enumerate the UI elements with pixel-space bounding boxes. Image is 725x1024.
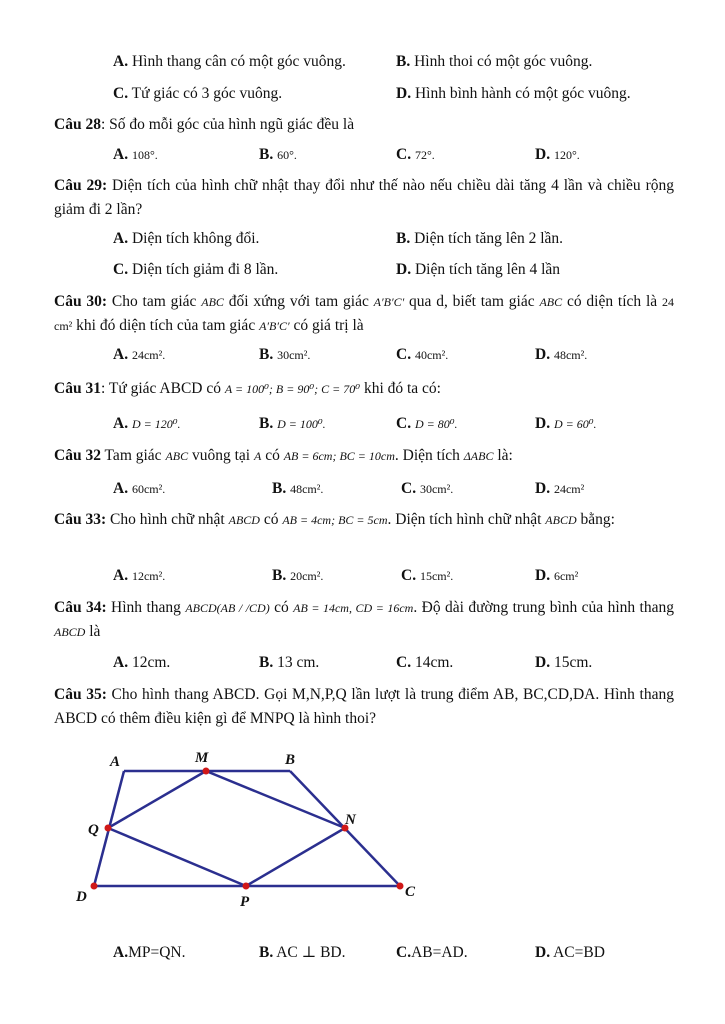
q35-option-c[interactable]: C.AB=AD. <box>396 944 468 961</box>
label-m: M <box>195 750 209 766</box>
q30-option-b[interactable]: B. 30cm². <box>259 346 311 363</box>
q34-stem: Câu 34: Hình thang ABCD(AB / /CD) có AB = 14cm, CD = 16cm. Độ dài đường trung bình của hình thang ABCD là <box>54 599 674 640</box>
q34-option-d[interactable]: D. 15cm. <box>535 654 593 671</box>
q34-option-c[interactable]: C. 14cm. <box>396 654 454 671</box>
q28-option-a[interactable]: A. 108°. <box>113 146 158 163</box>
q29-option-d[interactable]: D. Diện tích tăng lên 4 lần <box>396 261 561 278</box>
q34-option-a[interactable]: A. 12cm. <box>113 654 171 671</box>
q32-stem: Câu 32 Tam giác ABC vuông tại A có AB = 6cm; BC = 10cm. Diện tích ΔABC là: <box>54 447 513 464</box>
q32-option-a[interactable]: A. 60cm². <box>113 480 166 497</box>
label-a: A <box>110 754 121 770</box>
q28-option-d[interactable]: D. 120°. <box>535 146 580 163</box>
q27-option-a[interactable]: A. Hình thang cân có một góc vuông. <box>113 53 346 70</box>
q33-option-a[interactable]: A. 12cm². <box>113 567 166 584</box>
q29-option-a[interactable]: A. Diện tích không đổi. <box>113 230 260 247</box>
q29-option-b[interactable]: B. Diện tích tăng lên 2 lần. <box>396 230 564 247</box>
label-p: P <box>240 894 250 910</box>
q27-option-b[interactable]: B. Hình thoi có một góc vuông. <box>396 53 593 70</box>
q33-option-c[interactable]: C. 15cm². <box>401 567 454 584</box>
q35-stem: Câu 35: Cho hình thang ABCD. Gọi M,N,P,Q lần lượt là trung điểm AB, BC,CD,DA. Hình thang ABCD có thêm điều kiện gì để MNPQ là hình thoi? <box>54 686 674 727</box>
q33-option-b[interactable]: B. 20cm². <box>272 567 324 584</box>
q32-option-c[interactable]: C. 30cm². <box>401 480 454 497</box>
label-b: B <box>285 752 296 768</box>
q29-option-c[interactable]: C. Diện tích giảm đi 8 lần. <box>113 261 279 278</box>
point-q <box>105 825 112 832</box>
label-d: D <box>76 889 87 905</box>
label-q: Q <box>88 822 99 838</box>
q33-option-d[interactable]: D. 6cm² <box>535 567 579 584</box>
segment-mn <box>206 771 345 828</box>
q30-stem: Câu 30: Cho tam giác ABC đối xứng với tam giác A′B′C′ qua d, biết tam giác ABC có diện tích là 24 cm² khi đó diện tích của tam giác A′B′C′ có giá trị là <box>54 293 674 334</box>
trapezoid-figure <box>60 740 430 915</box>
label-n: N <box>345 812 356 828</box>
q30-option-a[interactable]: A. 24cm². <box>113 346 166 363</box>
q28-option-c[interactable]: C. 72°. <box>396 146 435 163</box>
segment-pq <box>108 828 246 886</box>
q30-option-d[interactable]: D. 48cm². <box>535 346 588 363</box>
q35-option-a[interactable]: A.MP=QN. <box>113 944 186 961</box>
q32-option-b[interactable]: B. 48cm². <box>272 480 324 497</box>
q31-stem: Câu 31: Tứ giác ABCD có A = 100⁰; B = 90⁰; C = 70⁰ khi đó ta có: <box>54 380 441 397</box>
point-d <box>91 883 98 890</box>
q27-option-c[interactable]: C. Tứ giác có 3 góc vuông. <box>113 85 283 102</box>
point-c <box>397 883 404 890</box>
segment-np <box>246 828 345 886</box>
q32-option-d[interactable]: D. 24cm² <box>535 480 585 497</box>
q29-stem: Câu 29: Diện tích của hình chữ nhật thay đổi như thế nào nếu chiều dài tăng 4 lần và chiều rộng giảm đi 2 lần? <box>54 177 674 218</box>
q28-stem: Câu 28: Số đo mỗi góc của hình ngũ giác đều là <box>54 116 355 133</box>
point-p <box>243 883 250 890</box>
q31-option-c[interactable]: C. D = 80⁰. <box>396 415 458 432</box>
q33-stem: Câu 33: Cho hình chữ nhật ABCD có AB = 4cm; BC = 5cm. Diện tích hình chữ nhật ABCD bằng: <box>54 511 615 528</box>
label-c: C <box>405 884 416 900</box>
q31-option-d[interactable]: D. D = 60⁰. <box>535 415 597 432</box>
point-m <box>203 768 210 775</box>
q35-option-b[interactable]: B. AC ⊥ BD. <box>259 944 346 961</box>
q27-option-d[interactable]: D. Hình bình hành có một góc vuông. <box>396 85 631 102</box>
q31-option-a[interactable]: A. D = 120⁰. <box>113 415 181 432</box>
q35-option-d[interactable]: D. AC=BD <box>535 944 605 961</box>
q34-option-b[interactable]: B. 13 cm. <box>259 654 320 671</box>
q30-option-c[interactable]: C. 40cm². <box>396 346 449 363</box>
q31-option-b[interactable]: B. D = 100⁰. <box>259 415 326 432</box>
q28-option-b[interactable]: B. 60°. <box>259 146 297 163</box>
